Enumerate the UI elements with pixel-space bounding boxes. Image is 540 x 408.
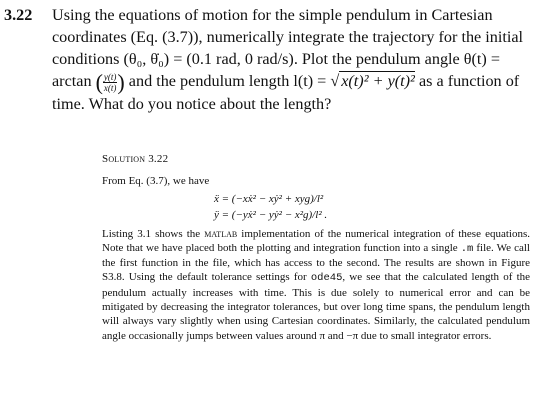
m-file-ext: .m — [460, 242, 474, 255]
problem-text-c: as a function of time. What do you notice about the length? — [52, 72, 520, 114]
body-part-4: , we see that the calculated length of the pendulum actually increases with time. This is due solely to numerical error and can be mitigated by decreasing the integrator tolerances, but over long time spans, the pendulum length will always vary slightly when using Cartesian coordinates. Similarly, the calculated pendulum angle occasionally jumps between values around π and −π due to small integrator errors. — [102, 271, 531, 342]
fraction-denominator: x(t) — [103, 82, 117, 93]
open-paren: ( — [95, 69, 103, 95]
body-part-1: Listing 3.1 shows the — [102, 227, 205, 240]
equations-block — [102, 191, 530, 223]
close-paren: ) — [117, 69, 125, 95]
matlab-word: matlab — [204, 227, 238, 240]
problem-text-a: Using the equations of motion for the simple pendulum in Cartesian coordinates (Eq. (3.7)), numerically integrate the trajectory for the initial conditions (θ — [52, 6, 524, 68]
arctan-fraction — [103, 72, 118, 93]
body-part-2: implementation of the numerical integration of these equations. Note that we have placed both the plotting and integration function into a single — [102, 227, 530, 254]
problem-3-22 — [4, 4, 532, 115]
problem-number: 3.22 — [4, 6, 33, 24]
sqrt-sign: √ — [330, 72, 340, 90]
equation-x: ẍ = (−xẋ² − xẏ² + xyg)/l² — [214, 192, 324, 205]
problem-text — [52, 4, 532, 115]
solution-3-22 — [102, 152, 530, 343]
ode45-name: ode45 — [310, 272, 343, 285]
solution-intro: From Eq. (3.7), we have — [102, 175, 210, 188]
solution-body — [102, 227, 530, 343]
solution-heading: Solution 3.22 — [102, 153, 169, 165]
problem-text-b: and the pendulum length l(t) = — [128, 72, 331, 90]
length-expression: x(t)² + y(t)² — [341, 72, 415, 90]
equation-y: ÿ = (−yẋ² − yẏ² − x²g)/l² . — [214, 208, 328, 221]
fraction-numerator: y(t) — [103, 71, 117, 82]
body-part-3: file. We call the first function in the file, which has access to the second. The results are shown in Figure S3.8. Using the default tolerance settings for — [102, 241, 530, 284]
initial-conditions: ₀, θ̇₀) = (0.1 rad, 0 rad/s). Plot the pendulum angle θ(t) = arctan — [52, 50, 500, 90]
